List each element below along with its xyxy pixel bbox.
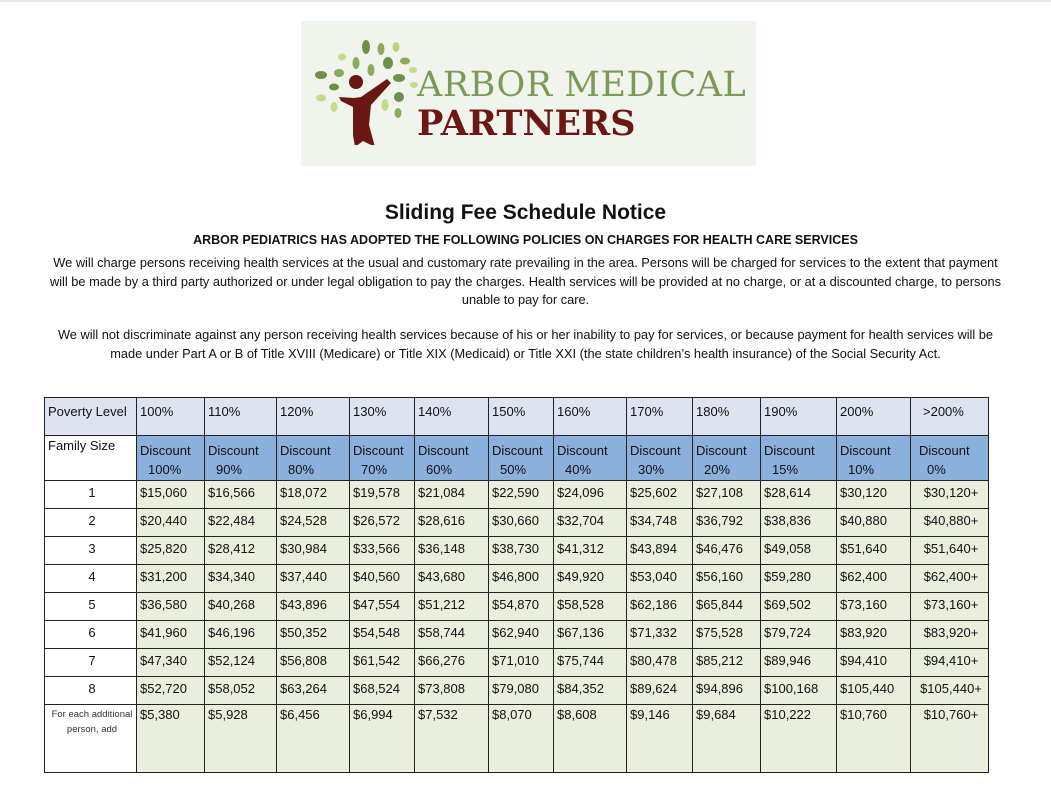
table-row <box>45 509 989 537</box>
discount-word: Discount <box>557 443 608 458</box>
poverty-level-header: 120% <box>277 398 350 436</box>
income-cell: $89,624 <box>627 677 693 705</box>
income-cell: $26,572 <box>350 509 415 537</box>
income-cell: $73,808 <box>415 677 489 705</box>
income-cell: $32,704 <box>554 509 627 537</box>
income-cell: $5,380 <box>137 705 205 773</box>
income-cell: $24,096 <box>554 481 627 509</box>
poverty-level-header: 180% <box>693 398 761 436</box>
family-size-cell: 5 <box>45 593 137 621</box>
income-cell: $56,160 <box>693 565 761 593</box>
income-cell: $38,730 <box>489 537 554 565</box>
family-size-cell: 8 <box>45 677 137 705</box>
arbor-medical-logo <box>301 21 756 166</box>
income-cell: $51,640+ <box>911 537 989 565</box>
discount-header <box>205 436 277 481</box>
discount-header <box>489 436 554 481</box>
income-cell: $62,400 <box>837 565 911 593</box>
discount-percent: 20% <box>704 462 731 477</box>
table-row <box>45 593 989 621</box>
income-cell: $38,836 <box>761 509 837 537</box>
income-cell: $56,808 <box>277 649 350 677</box>
poverty-level-header: 190% <box>761 398 837 436</box>
income-cell: $18,072 <box>277 481 350 509</box>
income-cell: $83,920+ <box>911 621 989 649</box>
poverty-level-header: 150% <box>489 398 554 436</box>
discount-header <box>277 436 350 481</box>
income-cell: $71,332 <box>627 621 693 649</box>
poverty-level-header: 140% <box>415 398 489 436</box>
table-row <box>45 565 989 593</box>
income-cell: $68,524 <box>350 677 415 705</box>
discount-word: Discount <box>840 443 891 458</box>
income-cell: $61,542 <box>350 649 415 677</box>
family-size-cell: 7 <box>45 649 137 677</box>
income-cell: $28,412 <box>205 537 277 565</box>
sliding-fee-table <box>44 397 989 773</box>
poverty-level-header: 100% <box>137 398 205 436</box>
income-cell: $62,940 <box>489 621 554 649</box>
discount-word: Discount <box>418 443 469 458</box>
income-cell: $40,560 <box>350 565 415 593</box>
family-size-cell: 6 <box>45 621 137 649</box>
income-cell: $20,440 <box>137 509 205 537</box>
income-cell: $30,120 <box>837 481 911 509</box>
income-cell: $51,212 <box>415 593 489 621</box>
discount-header <box>627 436 693 481</box>
income-cell: $49,920 <box>554 565 627 593</box>
income-cell: $28,614 <box>761 481 837 509</box>
poverty-level-label: Poverty Level <box>45 398 137 436</box>
discount-header <box>911 436 989 481</box>
discount-header <box>350 436 415 481</box>
income-cell: $50,352 <box>277 621 350 649</box>
income-cell: $10,760 <box>837 705 911 773</box>
discount-word: Discount <box>353 443 404 458</box>
income-cell: $34,340 <box>205 565 277 593</box>
income-cell: $7,532 <box>415 705 489 773</box>
income-cell: $94,410 <box>837 649 911 677</box>
income-cell: $52,720 <box>137 677 205 705</box>
income-cell: $40,880 <box>837 509 911 537</box>
logo-line-1: ARBOR MEDICAL <box>417 65 747 105</box>
top-border <box>0 0 1051 2</box>
income-cell: $63,264 <box>277 677 350 705</box>
income-cell: $5,928 <box>205 705 277 773</box>
income-cell: $65,844 <box>693 593 761 621</box>
income-cell: $30,120+ <box>911 481 989 509</box>
income-cell: $41,960 <box>137 621 205 649</box>
income-cell: $53,040 <box>627 565 693 593</box>
poverty-level-header: >200% <box>911 398 989 436</box>
discount-percent: 90% <box>216 462 243 477</box>
income-cell: $43,894 <box>627 537 693 565</box>
income-cell: $10,222 <box>761 705 837 773</box>
discount-percent: 100% <box>148 462 182 477</box>
income-cell: $62,400+ <box>911 565 989 593</box>
tree-person-icon <box>309 35 419 145</box>
income-cell: $89,946 <box>761 649 837 677</box>
income-cell: $62,186 <box>627 593 693 621</box>
income-cell: $49,058 <box>761 537 837 565</box>
income-cell: $41,312 <box>554 537 627 565</box>
table-row <box>45 481 989 509</box>
income-cell: $21,084 <box>415 481 489 509</box>
income-cell: $73,160 <box>837 593 911 621</box>
income-cell: $19,578 <box>350 481 415 509</box>
poverty-level-header: 170% <box>627 398 693 436</box>
discount-percent: 30% <box>638 462 665 477</box>
family-size-label: Family Size <box>45 436 137 481</box>
income-cell: $105,440+ <box>911 677 989 705</box>
table-row <box>45 537 989 565</box>
income-cell: $9,684 <box>693 705 761 773</box>
income-cell: $58,052 <box>205 677 277 705</box>
discount-word: Discount <box>280 443 331 458</box>
income-cell: $33,566 <box>350 537 415 565</box>
income-cell: $83,920 <box>837 621 911 649</box>
discount-percent: 70% <box>361 462 388 477</box>
discount-word: Discount <box>764 443 815 458</box>
income-cell: $36,792 <box>693 509 761 537</box>
discount-percent: 15% <box>772 462 799 477</box>
income-cell: $58,744 <box>415 621 489 649</box>
income-cell: $6,994 <box>350 705 415 773</box>
income-cell: $37,440 <box>277 565 350 593</box>
discount-percent: 10% <box>848 462 875 477</box>
logo-line-2: PARTNERS <box>417 103 636 144</box>
income-cell: $8,070 <box>489 705 554 773</box>
poverty-level-header: 160% <box>554 398 627 436</box>
discount-header <box>693 436 761 481</box>
income-cell: $31,200 <box>137 565 205 593</box>
poverty-level-header: 130% <box>350 398 415 436</box>
page-title: Sliding Fee Schedule Notice <box>384 201 667 224</box>
policy-subtitle: ARBOR PEDIATRICS HAS ADOPTED THE FOLLOWING POLICIES ON CHARGES FOR HEALTH CARE SERVICES <box>193 233 858 247</box>
income-cell: $69,502 <box>761 593 837 621</box>
charges-paragraph: We will charge persons receiving health services at the usual and customary rate prevailing in the area. Persons will be charged for services to the extent that payment will be made by a third party authorized or under legal obligation to pay the charges. Health services will be provided at no charge, or at a discounted charge, to persons unable to pay for care. <box>49 255 1002 307</box>
income-cell: $40,880+ <box>911 509 989 537</box>
income-cell: $22,590 <box>489 481 554 509</box>
discount-word: Discount <box>630 443 681 458</box>
family-size-cell: 3 <box>45 537 137 565</box>
income-cell: $94,410+ <box>911 649 989 677</box>
discount-percent: 80% <box>288 462 315 477</box>
income-cell: $8,608 <box>554 705 627 773</box>
discount-word: Discount <box>208 443 259 458</box>
poverty-level-header: 110% <box>205 398 277 436</box>
income-cell: $24,528 <box>277 509 350 537</box>
table-row <box>45 677 989 705</box>
income-cell: $30,660 <box>489 509 554 537</box>
income-cell: $51,640 <box>837 537 911 565</box>
family-size-cell: 2 <box>45 509 137 537</box>
income-cell: $15,060 <box>137 481 205 509</box>
income-cell: $6,456 <box>277 705 350 773</box>
discount-percent: 40% <box>565 462 592 477</box>
income-cell: $16,566 <box>205 481 277 509</box>
table-row <box>45 621 989 649</box>
discount-word: Discount <box>492 443 543 458</box>
income-cell: $40,268 <box>205 593 277 621</box>
income-cell: $30,984 <box>277 537 350 565</box>
income-cell: $75,744 <box>554 649 627 677</box>
income-cell: $22,484 <box>205 509 277 537</box>
discount-header <box>554 436 627 481</box>
income-cell: $67,136 <box>554 621 627 649</box>
income-cell: $100,168 <box>761 677 837 705</box>
income-cell: $25,820 <box>137 537 205 565</box>
discount-header <box>837 436 911 481</box>
income-cell: $105,440 <box>837 677 911 705</box>
income-cell: $66,276 <box>415 649 489 677</box>
income-cell: $52,124 <box>205 649 277 677</box>
income-cell: $71,010 <box>489 649 554 677</box>
discount-header <box>137 436 205 481</box>
income-cell: $28,616 <box>415 509 489 537</box>
income-cell: $27,108 <box>693 481 761 509</box>
income-cell: $9,146 <box>627 705 693 773</box>
income-cell: $73,160+ <box>911 593 989 621</box>
income-cell: $46,800 <box>489 565 554 593</box>
discount-word: Discount <box>919 443 970 458</box>
family-size-cell: 1 <box>45 481 137 509</box>
income-cell: $36,580 <box>137 593 205 621</box>
discount-word: Discount <box>140 443 191 458</box>
income-cell: $59,280 <box>761 565 837 593</box>
family-size-cell: 4 <box>45 565 137 593</box>
income-cell: $46,476 <box>693 537 761 565</box>
income-cell: $75,528 <box>693 621 761 649</box>
income-cell: $58,528 <box>554 593 627 621</box>
income-cell: $54,870 <box>489 593 554 621</box>
income-cell: $47,554 <box>350 593 415 621</box>
family-size-cell: For each additional person, add <box>45 705 137 773</box>
discount-header <box>761 436 837 481</box>
income-cell: $84,352 <box>554 677 627 705</box>
income-cell: $36,148 <box>415 537 489 565</box>
poverty-level-header: 200% <box>837 398 911 436</box>
discount-header <box>415 436 489 481</box>
income-cell: $54,548 <box>350 621 415 649</box>
discount-percent: 0% <box>927 462 946 477</box>
income-cell: $94,896 <box>693 677 761 705</box>
table-row <box>45 705 989 773</box>
income-cell: $47,340 <box>137 649 205 677</box>
income-cell: $34,748 <box>627 509 693 537</box>
income-cell: $10,760+ <box>911 705 989 773</box>
discount-row <box>45 436 989 481</box>
nondiscrimination-paragraph: We will not discriminate against any person receiving health services because of his or her inability to pay for services, or because payment for health services will be made under Part A or B of Title XVIII (Medicare) or Title XIX (Medicaid) or Title XXI (the state children’s health insurance) of the Social Security Act. <box>57 327 994 361</box>
income-cell: $85,212 <box>693 649 761 677</box>
income-cell: $43,680 <box>415 565 489 593</box>
discount-word: Discount <box>696 443 747 458</box>
discount-percent: 50% <box>500 462 527 477</box>
income-cell: $79,080 <box>489 677 554 705</box>
poverty-level-row <box>45 398 989 436</box>
income-cell: $46,196 <box>205 621 277 649</box>
income-cell: $43,896 <box>277 593 350 621</box>
income-cell: $79,724 <box>761 621 837 649</box>
discount-percent: 60% <box>426 462 453 477</box>
table-row <box>45 649 989 677</box>
income-cell: $80,478 <box>627 649 693 677</box>
income-cell: $25,602 <box>627 481 693 509</box>
